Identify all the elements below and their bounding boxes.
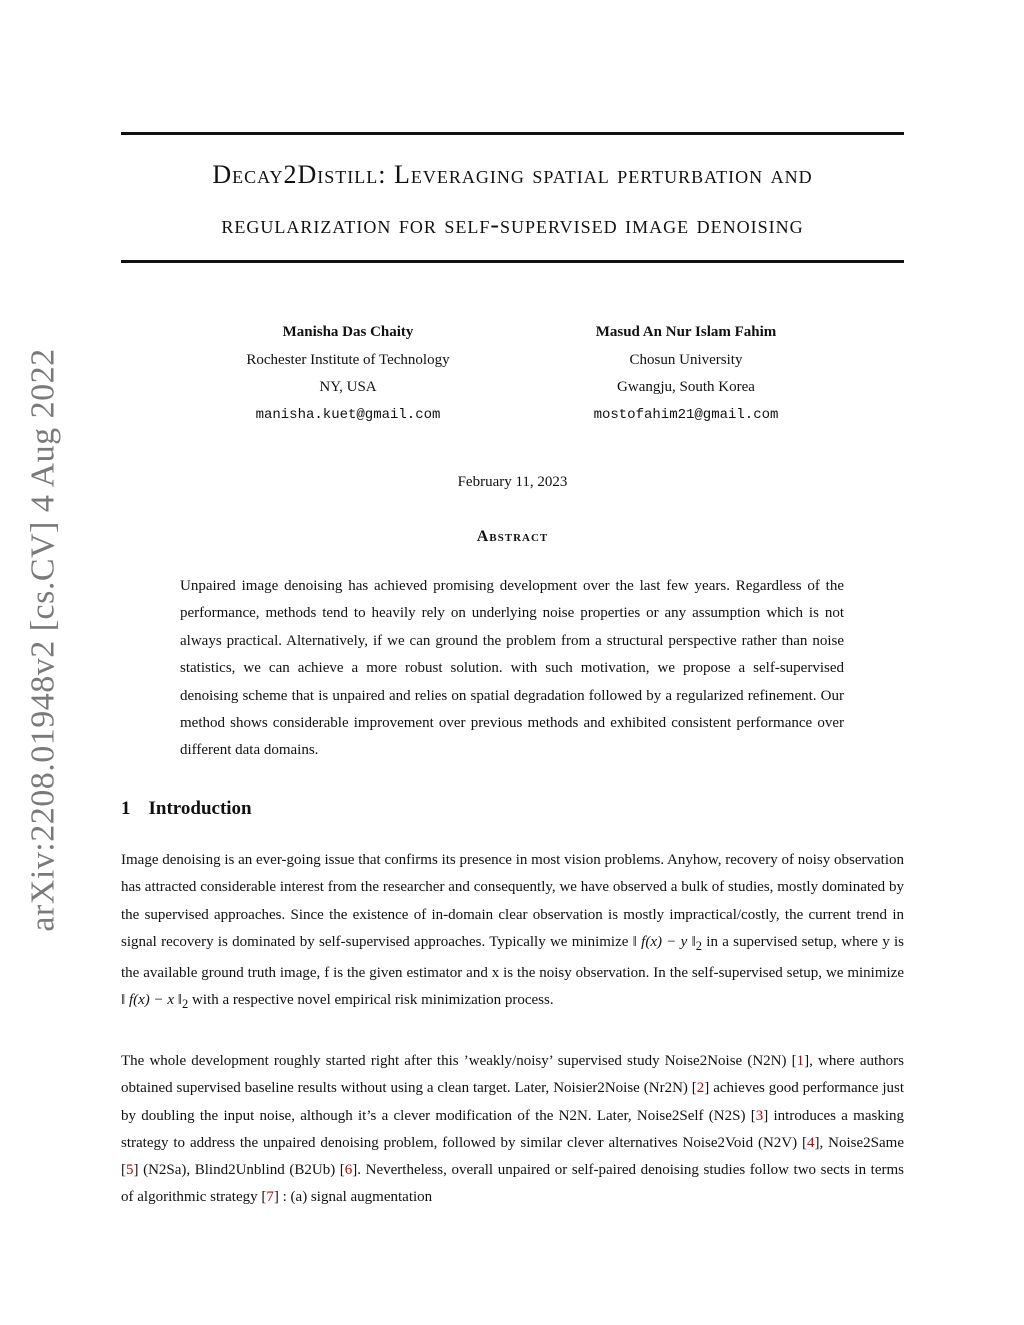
intro-paragraph-1 — [121, 847, 904, 1019]
equation-supervised-loss: ‖ f(x) − y $‖_2$ — [632, 933, 703, 953]
text-run: with a respective novel empirical risk minimization process. — [188, 992, 554, 1009]
section-title: Introduction — [148, 798, 252, 819]
title-top-rule — [121, 132, 904, 135]
text-run: ] (N2Sa), Blind2Unblind (B2Ub) [ — [133, 1162, 345, 1179]
citation-link[interactable]: 4 — [807, 1134, 815, 1151]
arxiv-identifier: arXiv:2208.01948v2 [cs.CV] 4 Aug 2022 — [25, 348, 62, 932]
text-run: ] : (a) signal augmentation — [273, 1189, 433, 1206]
text-run: The whole development roughly started right after this ’weakly/noisy’ supervised study Noise2Noise (N2N) [ — [121, 1053, 797, 1069]
text-run: ], where authors obtained supervised baseline results without using a clean target. Later, Noisier2Noise (Nr2N) [ — [121, 1053, 904, 1097]
author-name: Masud An Nur Islam Fahim — [595, 324, 777, 340]
paper-title-line-1: Decay2Distill: Leveraging spatial perturbation and — [212, 160, 813, 189]
abstract-heading: Abstract — [476, 528, 549, 545]
citation-link[interactable]: 7 — [266, 1189, 274, 1206]
author-location: NY, USA — [319, 379, 377, 395]
section-number: 1 — [121, 798, 131, 819]
author-affiliation: Rochester Institute of Technology — [246, 351, 450, 368]
text-run: ] introduces a masking strategy to address the unpaired denoising problem, followed by similar clever alternatives Noise2Void (N2V) [ — [121, 1107, 905, 1151]
text-run: ], Noise2Same [ — [121, 1134, 904, 1179]
citation-link[interactable]: 3 — [755, 1107, 764, 1124]
equation-self-supervised-loss: ‖ f(x) − x $‖_2$ — [121, 992, 189, 1012]
citation-link[interactable]: 1 — [796, 1053, 805, 1069]
author-block-1 — [188, 319, 508, 429]
author-email[interactable]: manisha.kuet@gmail.com — [255, 406, 441, 423]
citation-link[interactable]: 6 — [344, 1162, 353, 1179]
intro-paragraph-2 — [121, 1048, 904, 1212]
section-heading-introduction — [121, 798, 252, 820]
author-location: Gwangju, South Korea — [617, 379, 755, 395]
paper-date: February 11, 2023 — [457, 474, 568, 490]
author-email[interactable]: mostofahim21@gmail.com — [593, 406, 779, 423]
text-run: ]. Nevertheless, overall unpaired or self-paired denoising studies follow two sects in terms of algorithmic strategy [ — [121, 1162, 904, 1206]
abstract-text: Unpaired image denoising has achieved promising development over the last few years. Regardless of the performance, methods tend to heavily rely on underlying noise properties or any assumption which is not always practical. Alternatively, if we can ground the problem from a structural perspective rather than noise statistics, we can achieve a more robust solution. with such motivation, we propose a self-supervised denoising scheme that is unpaired and relies on spatial degradation followed by a regularized refinement. Our method shows considerable improvement over previous methods and exhibited consistent performance over different data domains. — [180, 578, 844, 759]
title-bottom-rule — [121, 260, 904, 263]
author-affiliation: Chosun University — [629, 351, 743, 368]
author-name: Manisha Das Chaity — [282, 324, 414, 340]
text-run: Image denoising is an ever-going issue that confirms its presence in most vision problems. Anyhow, recovery of noisy observation has attracted considerable interest from the researcher and consequently, we have observed a bulk of studies, mostly dominated by the supervised approaches. Since the existence of in-domain clear observation is mostly impractical/costly, the current trend in signal recovery is dominated by self-supervised approaches. Typically we minimize — [121, 852, 904, 950]
text-run: ] achieves good performance just by doubling the input noise, although it’s a clever modification of the N2N. Later, Noise2Self (N2S) [ — [121, 1080, 904, 1124]
arxiv-sidebar-stamp — [14, 350, 74, 930]
citation-link[interactable]: 5 — [126, 1162, 134, 1179]
citation-link[interactable]: 2 — [696, 1080, 705, 1097]
author-block-2 — [526, 319, 846, 429]
paper-title-line-2: regularization for self-supervised image denoising — [221, 210, 804, 239]
text-run: in a supervised setup, where y is the available ground truth image, f is the given estimator and x is the noisy observation. In the self-supervised setup, we minimize — [121, 933, 904, 982]
